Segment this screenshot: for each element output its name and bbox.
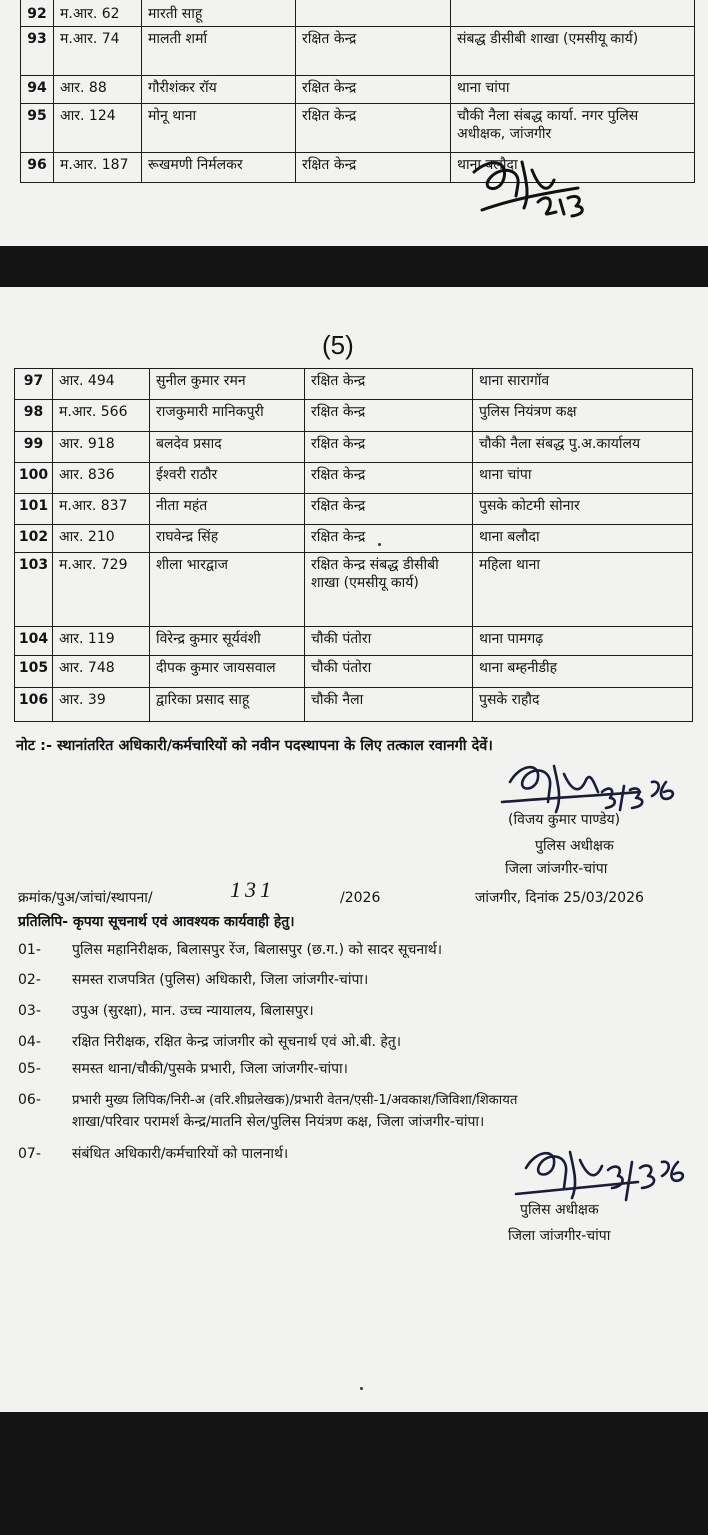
place-date: जांजगीर, दिनांक 25/03/2026 (475, 890, 644, 906)
name-cell: नीता महंत (150, 494, 305, 525)
list-item-code: 04- (18, 1034, 41, 1050)
dark-background-band (0, 1412, 708, 1535)
reference-year: /2026 (340, 890, 381, 906)
signatory-office: जिला जांजगीर-चांपा (505, 861, 608, 877)
signatory-title: पुलिस अधीक्षक (535, 838, 614, 854)
to-cell: थाना चांपा (473, 463, 693, 494)
serial-cell: 99 (15, 432, 53, 463)
name-cell: ईश्वरी राठौर (150, 463, 305, 494)
table-row (15, 494, 693, 525)
serial-cell: 103 (15, 553, 53, 627)
name-cell: शीला भारद्वाज (150, 553, 305, 627)
table-row (15, 553, 693, 627)
name-cell: रूखमणी निर्मलकर (142, 153, 296, 183)
id-cell: आर. 119 (53, 627, 150, 656)
list-item (18, 1032, 401, 1052)
name-cell: मालती शर्मा (142, 27, 296, 76)
from-cell (296, 0, 451, 27)
table-row (21, 104, 695, 153)
table-row (15, 432, 693, 463)
table-row (21, 27, 695, 76)
list-item-code: 01- (18, 942, 41, 958)
table-row (21, 0, 695, 27)
name-cell: विरेन्द्र कुमार सूर्यवंशी (150, 627, 305, 656)
id-cell: म.आर. 729 (53, 553, 150, 627)
list-item (18, 1059, 348, 1079)
from-cell: रक्षित केन्द्र (305, 463, 473, 494)
to-cell: थाना बलौदा (451, 153, 695, 183)
id-cell: आर. 210 (53, 525, 150, 553)
id-cell: म.आर. 837 (53, 494, 150, 525)
id-cell: आर. 748 (53, 656, 150, 688)
list-item-code: 02- (18, 972, 41, 988)
name-cell: मारती साहू (142, 0, 296, 27)
name-cell: बलदेव प्रसाद (150, 432, 305, 463)
from-cell: रक्षित केन्द्र (296, 104, 451, 153)
id-cell: म.आर. 187 (54, 153, 142, 183)
list-item (18, 1090, 518, 1130)
from-cell: रक्षित केन्द्र (296, 27, 451, 76)
signatory-office-2: जिला जांजगीर-चांपा (508, 1228, 611, 1244)
page-4-fragment (0, 0, 708, 246)
id-cell: आर. 494 (53, 369, 150, 400)
serial-cell: 94 (21, 76, 54, 104)
id-cell: आर. 918 (53, 432, 150, 463)
serial-cell: 92 (21, 0, 54, 27)
note-text: नोट :- स्थानांतरित अधिकारी/कर्मचारियों को नवीन पदस्थापना के लिए तत्काल रवानगी देवें। (16, 738, 493, 754)
serial-cell: 95 (21, 104, 54, 153)
to-cell: थाना सारागॉव (473, 369, 693, 400)
serial-cell: 96 (21, 153, 54, 183)
list-item (18, 970, 368, 990)
from-cell: रक्षित केन्द्र (305, 494, 473, 525)
reference-number: 131 (230, 877, 275, 902)
paper-speck (360, 1387, 363, 1390)
copy-to-title: प्रतिलिपि- कृपया सूचनार्थ एवं आवश्यक कार्यवाही हेतु। (18, 914, 295, 930)
id-cell: आर. 836 (53, 463, 150, 494)
serial-cell: 97 (15, 369, 53, 400)
list-item-text: उपुअ (सुरक्षा), मान. उच्च न्यायालय, बिलासपुर। (72, 1003, 314, 1019)
id-cell: आर. 124 (54, 104, 142, 153)
handwritten-signature-top (460, 150, 610, 230)
table-row (21, 76, 695, 104)
from-cell: रक्षित केन्द्र (305, 432, 473, 463)
name-cell: राजकुमारी मानिकपुरी (150, 400, 305, 432)
dark-background-band (0, 246, 708, 287)
list-item (18, 1001, 314, 1021)
list-item-text: समस्त राजपत्रित (पुलिस) अधिकारी, जिला जांजगीर-चांपा। (72, 972, 369, 988)
list-item (18, 940, 442, 960)
list-item-text: संबंधित अधिकारी/कर्मचारियों को पालनार्थ। (72, 1146, 289, 1162)
to-cell (451, 0, 695, 27)
table-row (15, 627, 693, 656)
list-item-continuation: शाखा/परिवार परामर्श केन्द्र/मातनि सेल/पुलिस नियंत्रण कक्ष, जिला जांजगीर-चांपा। (72, 1114, 485, 1130)
serial-cell: 101 (15, 494, 53, 525)
table-row (15, 400, 693, 432)
to-cell: पुसके कोटमी सोनार (473, 494, 693, 525)
signatory-title-2: पुलिस अधीक्षक (520, 1202, 599, 1218)
page-number: (5) (322, 330, 354, 360)
list-item-code: 05- (18, 1061, 41, 1077)
to-cell: पुलिस नियंत्रण कक्ष (473, 400, 693, 432)
to-cell: पुसके राहौद (473, 688, 693, 722)
table-row (15, 369, 693, 400)
paper-speck (378, 543, 381, 546)
name-cell: मोनू थाना (142, 104, 296, 153)
serial-cell: 98 (15, 400, 53, 432)
serial-cell: 105 (15, 656, 53, 688)
reference-prefix: क्रमांक/पुअ/जांचां/स्थापना/ (18, 890, 153, 906)
from-cell: रक्षित केन्द्र (305, 525, 473, 553)
serial-cell: 100 (15, 463, 53, 494)
table-row (15, 463, 693, 494)
list-item-text: रक्षित निरीक्षक, रक्षित केन्द्र जांजगीर को सूचनार्थ एवं ओ.बी. हेतु। (72, 1034, 402, 1050)
from-cell: रक्षित केन्द्र संबद्ध डीसीबी शाखा (एमसीयू कार्य) (305, 553, 473, 627)
id-cell: आर. 88 (54, 76, 142, 104)
from-cell: रक्षित केन्द्र (296, 153, 451, 183)
list-item-code: 06- (18, 1092, 41, 1108)
to-cell: महिला थाना (473, 553, 693, 627)
name-cell: दीपक कुमार जायसवाल (150, 656, 305, 688)
id-cell: म.आर. 62 (54, 0, 142, 27)
serial-cell: 106 (15, 688, 53, 722)
table-row (15, 688, 693, 722)
to-cell: थाना बम्हनीडीह (473, 656, 693, 688)
to-cell: संबद्ध डीसीबी शाखा (एमसीयू कार्य) (451, 27, 695, 76)
from-cell: चौकी नैला (305, 688, 473, 722)
from-cell: रक्षित केन्द्र (305, 400, 473, 432)
name-cell: द्वारिका प्रसाद साहू (150, 688, 305, 722)
to-cell: चौकी नैला संबद्ध पु.अ.कार्यालय (473, 432, 693, 463)
table-row (15, 656, 693, 688)
transfer-table-page5 (14, 368, 693, 722)
id-cell: म.आर. 566 (53, 400, 150, 432)
serial-cell: 104 (15, 627, 53, 656)
name-cell: सुनील कुमार रमन (150, 369, 305, 400)
to-cell: थाना चांपा (451, 76, 695, 104)
list-item-code: 03- (18, 1003, 41, 1019)
to-cell: चौकी नैला संबद्ध कार्या. नगर पुलिस अधीक्षक, जांजगीर (451, 104, 695, 153)
list-item (18, 1144, 288, 1164)
signatory-name: (विजय कुमार पाण्डेय) (508, 812, 621, 828)
serial-cell: 93 (21, 27, 54, 76)
serial-cell: 102 (15, 525, 53, 553)
from-cell: चौकी पंतोरा (305, 627, 473, 656)
table-row (15, 525, 693, 553)
list-item-text: प्रभारी मुख्य लिपिक/निरी-अ (वरि.शीघ्रलेखक)/प्रभारी वेतन/एसी-1/अवकाश/जिविशा/शिकायत (72, 1093, 518, 1108)
name-cell: गौरीशंकर रॉय (142, 76, 296, 104)
list-item-code: 07- (18, 1146, 41, 1162)
from-cell: चौकी पंतोरा (305, 656, 473, 688)
name-cell: राघवेन्द्र सिंह (150, 525, 305, 553)
id-cell: आर. 39 (53, 688, 150, 722)
to-cell: थाना पामगढ़ (473, 627, 693, 656)
id-cell: म.आर. 74 (54, 27, 142, 76)
list-item-text: समस्त थाना/चौकी/पुसके प्रभारी, जिला जांजगीर-चांपा। (72, 1061, 348, 1077)
list-item-text: पुलिस महानिरीक्षक, बिलासपुर रेंज, बिलासपुर (छ.ग.) को सादर सूचनार्थ। (72, 942, 443, 958)
from-cell: रक्षित केन्द्र (296, 76, 451, 104)
from-cell: रक्षित केन्द्र (305, 369, 473, 400)
to-cell: थाना बलौदा (473, 525, 693, 553)
